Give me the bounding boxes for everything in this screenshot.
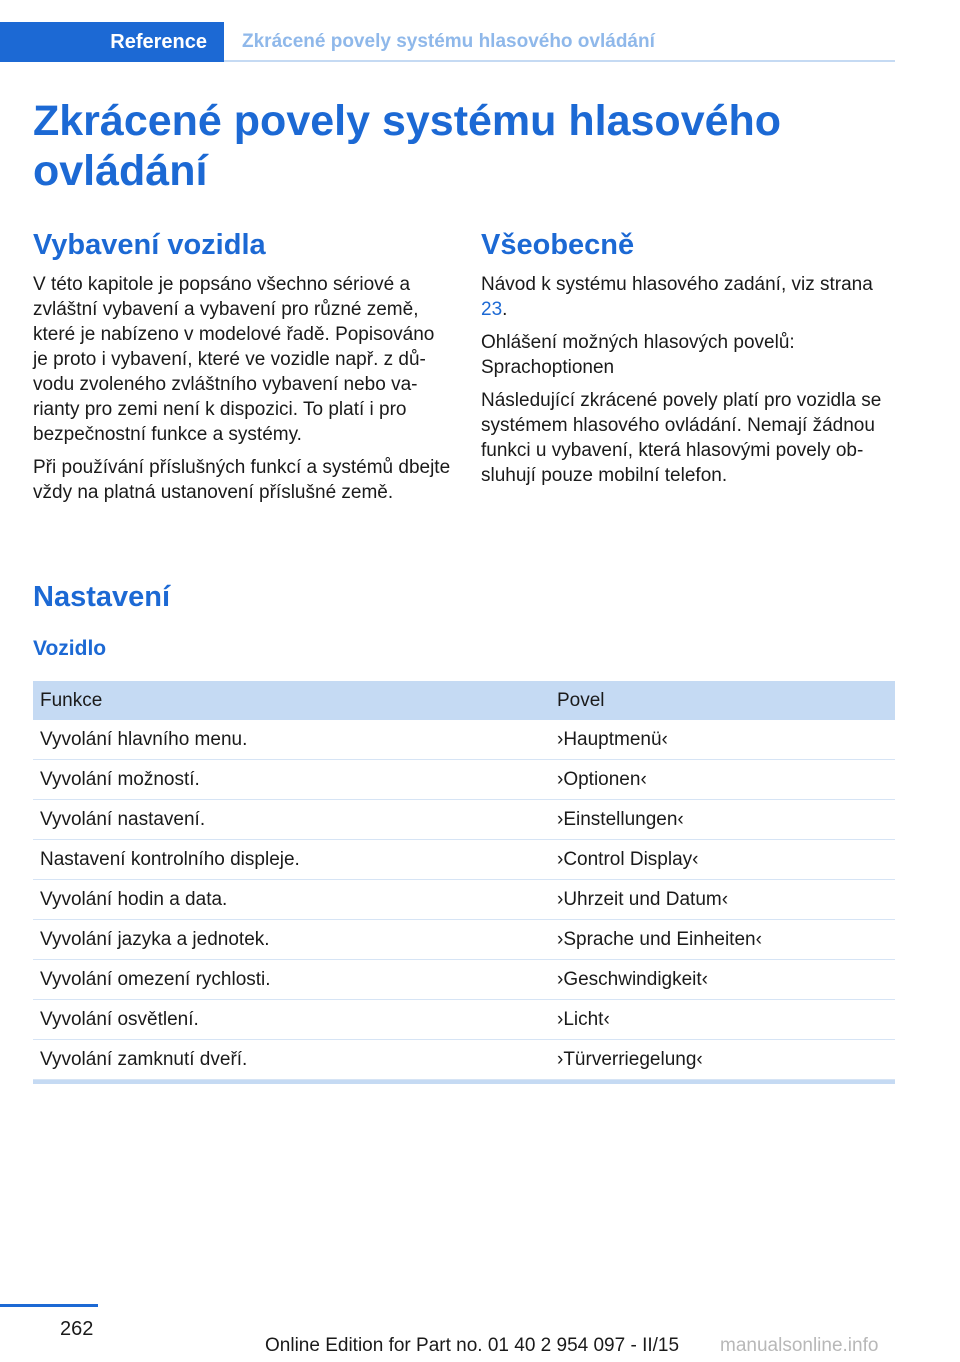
header-rule xyxy=(224,60,895,62)
function-cell: Vyvolání nastavení. xyxy=(40,808,206,830)
command-cell: ›Hauptmenü‹ xyxy=(557,728,668,750)
table-row xyxy=(33,840,895,880)
command-cell: ›Licht‹ xyxy=(557,1008,610,1030)
table-bottom-rule xyxy=(33,1080,895,1084)
function-cell: Vyvolání jazyka a jednotek. xyxy=(40,928,270,950)
command-cell: ›Geschwindigkeit‹ xyxy=(557,968,708,990)
table-row xyxy=(33,800,895,840)
reference-paragraph xyxy=(481,272,901,322)
function-cell: Vyvolání osvětlení. xyxy=(40,1008,199,1030)
edition-note: Online Edition for Part no. 01 40 2 954 097 - II/15 xyxy=(265,1335,680,1356)
header-title: Zkrácené povely systému hlasového ovládání xyxy=(242,31,655,52)
table-row xyxy=(33,880,895,920)
reference-text: Návod k systému hlasového zadání, viz strana xyxy=(481,274,873,295)
function-cell: Nastavení kontrolního displeje. xyxy=(40,848,300,870)
right-column xyxy=(481,226,901,496)
header-command: Povel xyxy=(557,689,605,711)
table-row xyxy=(33,720,895,760)
function-cell: Vyvolání zamknutí dveří. xyxy=(40,1048,248,1070)
section-tab[interactable]: Reference xyxy=(0,22,224,62)
footer-rule xyxy=(0,1304,98,1307)
command-cell: ›Control Display‹ xyxy=(557,848,699,870)
page-number: 262 xyxy=(60,1318,94,1340)
regulations-paragraph: Při používání příslušných funkcí a systémů dbejte vždy na platná ustanovení příslušné země. xyxy=(33,457,451,503)
page-link[interactable]: 23 xyxy=(481,299,503,320)
function-cell: Vyvolání možností. xyxy=(40,768,200,790)
voice-options-paragraph: Ohlášení možných hlasových povelů: Sprachoptionen xyxy=(481,332,795,378)
left-column xyxy=(33,226,453,513)
function-cell: Vyvolání omezení rychlosti. xyxy=(40,968,271,990)
page-title: Zkrácené povely systému hlasového ovládání xyxy=(33,97,782,195)
table-row xyxy=(33,920,895,960)
section-title: Nastavení xyxy=(33,581,171,613)
command-cell: ›Uhrzeit und Datum‹ xyxy=(557,888,729,910)
vehicle-equipment-heading: Vybavení vozidla xyxy=(33,229,266,261)
page-header xyxy=(0,22,895,62)
subsection-title: Vozidlo xyxy=(33,637,107,660)
command-cell: ›Sprache und Einheiten‹ xyxy=(557,928,762,950)
reference-end: . xyxy=(502,299,508,320)
equipment-paragraph: V této kapitole je popsáno všechno sériové a zvláštní vybavení a vybavení pro různé země, které je nabízeno v modelové řadě. Popisováno je proto i vybavení, které ve vozidle např. z důvodu zvoleného zvláštního vybavení nebo varianty pro zemi není k dispozici. To platí i pro bezpečnostní funkce a systémy. xyxy=(33,274,435,445)
function-cell: Vyvolání hodin a data. xyxy=(40,888,228,910)
commands-info-paragraph: Následující zkrácené povely platí pro vozidla se systémem hlasového ovládání. Nemají žádnou funkci u vybavení, která hlasovými povely obsluhují pouze mobilní telefon. xyxy=(481,390,882,486)
command-cell: ›Einstellungen‹ xyxy=(557,808,684,830)
watermark: manualsonline.info xyxy=(720,1335,879,1356)
command-cell: ›Optionen‹ xyxy=(557,768,647,790)
table-row xyxy=(33,760,895,800)
table-header-row xyxy=(33,681,895,720)
table-row xyxy=(33,1000,895,1040)
table-row xyxy=(33,1040,895,1080)
general-heading: Všeobecně xyxy=(481,229,635,261)
function-cell: Vyvolání hlavního menu. xyxy=(40,728,248,750)
command-cell: ›Türverriegelung‹ xyxy=(557,1048,703,1070)
commands-table xyxy=(33,681,895,1084)
table-row xyxy=(33,960,895,1000)
header-function: Funkce xyxy=(40,689,103,711)
